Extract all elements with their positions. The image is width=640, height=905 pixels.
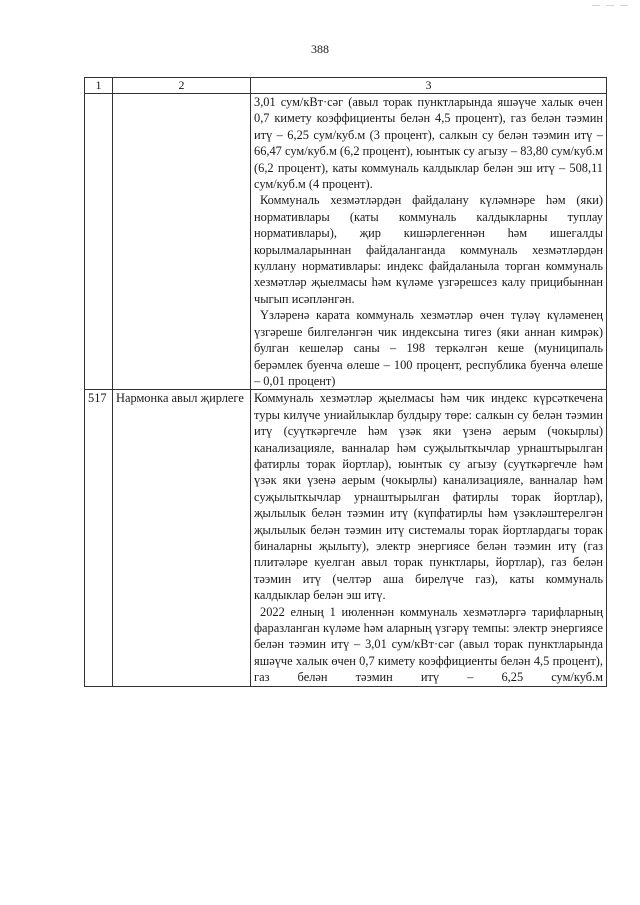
column-header-3: 3: [251, 78, 607, 94]
paragraph: 3,01 сум/кВт·сәг (авыл торак пунктларында яшәүче халык өчен 0,7 кимету коэффициенты белән 4,5 процент), газ белән тәэмин итү – 6,25 сум/куб.м (3 процент), салкын су белән тәэмин итү – 66,47 сум/куб.м (6,2 процент), юынтык су агызу – 83,80 сум/куб.м (6,2 процент), каты коммуналь калдыклар белән эш итү – 508,11 сум/куб.м (4 процент).: [254, 95, 603, 192]
document-table: [84, 77, 607, 687]
page-number: 388: [311, 42, 329, 56]
row-number: [85, 94, 113, 390]
paragraph: Коммуналь хезмәтләрдән файдалану күләмнәре һәм (яки) нормативлары (каты коммуналь калдыкларны туплау нормативлары), җир кишәрлегеннән һәм ишегалды корылмаларыннан файдаланганда коммуналь хезмәтләрдән куллану нормативлары: индекс файдаланыла торган коммуналь хезмәтләр җыелмасы һәм күләме үзгәрешсез калу прицибыннан чыгып исәпләнгән.: [254, 193, 603, 306]
row-content: [251, 390, 607, 686]
settlement-name: [113, 94, 251, 390]
paragraph: Үзләренә карата коммуналь хезмәтләр өчен түләү күләменең үзгәреше билгеләнгән чик индексына тигез (яки аннан кимрәк) булган кешеләр саны – 198 теркәлгән кеше (муниципаль берәмлек буенча өлеше – 100 процент, республика буенча өлеше – 0,01 процент): [254, 308, 603, 388]
corner-marks: — — —: [592, 0, 630, 9]
settlement-name: Нармонка авыл җирлеге: [113, 390, 251, 686]
paragraph: Коммуналь хезмәтләр җыелмасы һәм чик индекс күрсәткечена туры килүче униайлыклар булдыру төре: салкын су белән тәэмин итү (суүткәргечле һәм үзәк яки үзенә аерым (чокырлы) канализацияле, ванналар һәм суҗылыткычлар урнаштырылган фатирлы торак йортлар), юынтык су агызу (суүткәргечле һәм үзәк яки үзенә аерым (чокырлы) канализацияле, ванналар һәм суҗылыткычлар урнаштырылган фатирлы торак йортлар), җылылык белән тәэмин итү (күпфатирлы һәм үзәкләштерелгән җылылык белән тәэмин итү системалы торак йортлардагы торак биналарны җылыту), электр энергиясе белән тәэмин итү (газ плитәләре куелган авыл торак пунктлары, йортлар), газ белән тәэмин итү (челтәр аша бирелүче газ), каты коммуналь калдыклар белән эш итү.: [254, 391, 603, 603]
table-row: [85, 94, 607, 390]
table-row: [85, 390, 607, 686]
row-content: [251, 94, 607, 390]
row-number: 517: [85, 390, 113, 686]
column-header-2: 2: [113, 78, 251, 94]
header-row: [85, 78, 607, 94]
paragraph: 2022 елның 1 июленнән коммуналь хезмәтләргә тарифларның фаразланган күләме һәм аларның үзгәрү темпы: электр энергиясе белән тәэмин итү – 3,01 сум/кВт·сәг (авыл торак пунктларында яшәүче халык өчен 0,7 кимету коэффициенты белән 4,5 процент), газ белән тәэмин итү – 6,25 сум/куб.м: [254, 604, 603, 685]
column-header-1: 1: [85, 78, 113, 94]
